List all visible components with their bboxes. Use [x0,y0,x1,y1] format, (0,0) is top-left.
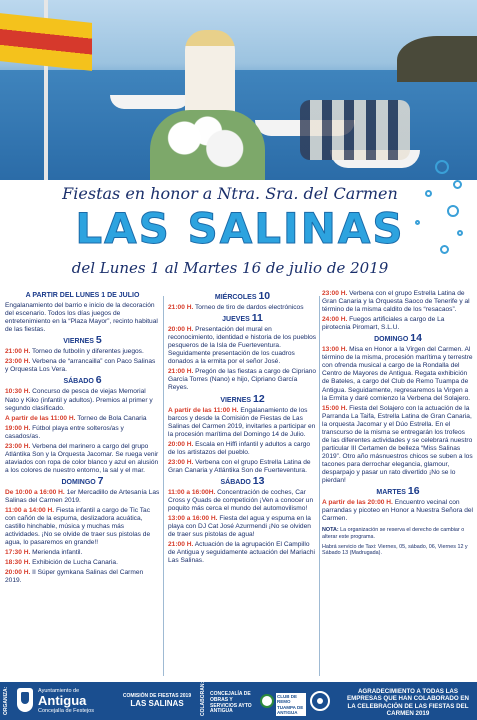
program-column-3 [322,290,474,682]
event-item: 21:00 H. Torneo de futbolín y diferentes juegos. [5,348,144,356]
canary-flag [0,13,92,71]
event-item: 23:00 H. Verbena de “arrancailla” con Paco Salinas y Orquesta Los Vera. [5,358,156,374]
organiza-label: ORGANIZA: [3,686,9,716]
program-column-1 [5,290,160,682]
comision-logo [112,693,202,708]
boat [110,95,190,109]
event-item: 15:00 H. Fiesta del Solajero con la actuación de la Parranda La Taifa, Estrella Latina de Gran Canaria, la orquesta Jacomar y el Dúo Estrella. En el transcurso de la misma se entregarán los trofeos de las diferentes actividades y se celebrará nuestro particular III Certamen de belleza “Miss Salinas 2019”. Otro año másnuestros chicos se suben a los tacones para derrochar elegancia, glamour, desparpajo y pasar un rato divertido ¡No se lo pierdan! [322,404,473,485]
colabora-label: COLABORAN: [200,681,206,716]
event-item: 11:00 a 14:00 H. Fiesta infantil a cargo de Tic Tac con cañón de la espuma, deslizadora acuática, castillo hinchable, música y muchas más actividades. ¡No se olvide de traer sus pistolas de agua, lo pasaremos en grande!! [5,507,151,547]
event-item: 21:00 H. Torneo de tiro de dardos electrónicos [168,304,304,312]
event-item: 20:00 H. Presentación del mural en reconocimiento, identidad e historia de los pueblos pesqueros de la Isla de Fuerteventura. Seguidamente presentación de los cuadros donados a la ermita por el señor José. [168,326,317,366]
event-item: 21:00 H. Pregón de las fiestas a cargo de Cipriano García Torres (Nano) e hijo, Cipriano García Reyes. [168,368,317,392]
day-heading: JUEVES 11 [222,312,263,325]
day-heading: DOMINGO 7 [61,474,104,487]
comision-name: LAS SALINAS [130,699,184,708]
event-item: De 10:00 a 16:00 H. 1er Mercadillo de Artesanía Las Salinas del Carmen 2019. [5,488,160,505]
ayto-name: Antigua [38,693,87,708]
club-remo-logo: CLUB DE REMO TUAMPA DE ANTIGUA [276,693,306,716]
sponsor-seal-icon [310,691,330,711]
event-item: A partir de las 11:00 H. Engalanamiento de los barcos y desde la Comisión de Fiestas de Las Salinas del Carmen 2019, invitarles a participar en la procesión marítima del Domingo 14 de Julio. [168,406,316,438]
page-title: LAS SALINAS [75,204,405,253]
day-heading: A PARTIR DEL LUNES 1 DE JULIO [25,292,140,299]
flower-arrangement [150,110,265,180]
event-item: 13:00 H. Misa en Honor a la Virgen del Carmen. Al término de la misma, procesión marítima y terrestre con ofrenda musical a cargo de la Rondalla del Centro de Mayores de Antigua. Regata exhibición de Bateles, a cargo del Club de Remo Tuampa de Antigua. Seguidamente, regresaremos la Virgen a la Ermita y daré comienzo la Verbena del Solajero. [322,346,473,402]
event-item: 13:00 a 16:00 H. Fiesta del agua y espuma en la playa con DJ Cat José Azurmendi ¡No se olviden de traer sus pistolas de agua! [168,515,311,539]
event-item: 17:30 H. Merienda infantil. [5,549,83,557]
day-heading: SÁBADO 6 [63,374,102,387]
event-item: 19:00 H. Fútbol playa entre solteros/as y casados/as. [5,424,124,440]
event-item: 10:30 H. Concurso de pesca de viejas Memorial Nato y Kiko (infantil y adultos). Premios al primer y segundo clasificado. [5,388,153,412]
date-range: del Lunes 1 al Martes 16 de julio de 2019 [71,259,389,277]
event-item: 23:00 H. Verbena del marinero a cargo del grupo Atlántika Son y la Orquesta Jacomar. Se ruega venir ataviados con ropa de color blanco y azul en alusión a los colores de nuestro entorno, la sal y el mar. [5,442,159,474]
sponsors-footer [0,682,477,720]
thanks-text: AGRADECIMIENTO A TODAS LAS EMPRESAS QUE HAN COLABORADO EN LA CELEBRACIÓN DE LAS FIESTAS DEL CARMEN 2019 [346,688,470,718]
ayto-subtitle: Concejalía de Festejos [38,708,94,714]
event-item: 23:00 H. Verbena con el grupo Estrella Latina de Gran Canaria y la Orquesta Saoco de Tenerife y al término de la misma caldito de los “resacaos”. [322,290,470,314]
event-item: 20:00 H. Escala en Hiffi infantil y adultos a cargo de los artistazos del pueblo. [168,440,311,456]
event-item: 21:00 H. Actuación de la agrupación El Campillo de Antigua y seguidamente actuación del Mariachi Las Salinas. [168,541,315,565]
crowd [300,100,410,160]
coast-rock [397,36,477,82]
concejalia-logo: CONCEJALÍA DE OBRAS Y SERVICIOS AYTO ANTIGUA [210,691,252,715]
program-note: NOTA: La organización se reserva el derecho de cambiar o alterar este programa. [322,527,465,540]
ayto-small: Ayuntamiento de [38,688,80,694]
event-item: A partir de las 20:00 H. Encuentro vecinal con parrandas y picoteo en Honor a Nuestra Señora del Carmen. [322,499,474,523]
comision-label: COMISIÓN DE FIESTAS 2019 [122,693,192,699]
event-item: 11:00 a 16:00H. Concentración de coches, Car Cross y Quads de competición ¡Ven a conocer un poquito más cerca el mundo del automovilismo! [168,488,314,513]
column-divider [163,296,164,676]
antigua-crest-icon [17,688,33,712]
taxi-note: Habrá servicio de Taxi: Viernes, 05, sábado, 06, Viernes 12 y Sábado 13 (Madrugada). [322,544,468,557]
sponsor-logo-icon [260,694,274,708]
event-item: 23:00 H. Verbena con el grupo Estrella Latina de Gran Canaria y Atlántika Son de Fuerteventura. [168,458,311,474]
event-text: Engalanamiento del barrio e inicio de la decoración del escenario. Todos los días juegos de entretenimiento en la “Plaza Mayor”, recinto habitual de las fiestas. [5,302,158,334]
event-item: A partir de las 11:00 H. Torneo de Bola Canaria [5,414,147,422]
program-column-2 [168,290,317,682]
ayuntamiento-logo [38,688,94,714]
day-heading: SÁBADO 13 [220,474,265,487]
fiestas-subtitle: Fiestas en honor a Ntra. Sra. del Carmen [62,184,398,203]
day-heading: DOMINGO 14 [374,332,422,345]
event-item: 24:00 H. Fuegos artificiales a cargo de La pirotecnia Piromart, S.L.U. [322,316,445,332]
day-heading: VIERNES 5 [63,334,102,347]
virgin-statue [185,30,235,120]
day-heading: MIÉRCOLES 10 [214,290,271,302]
column-divider [319,296,320,676]
day-heading: VIERNES 12 [220,392,265,405]
event-item: 20:00 H. II Súper gymkana Salinas del Carmen 2019. [5,569,144,585]
day-heading: MARTES 16 [376,485,420,498]
event-item: 18:30 H. Exhibición de Lucha Canaria. [5,559,118,567]
